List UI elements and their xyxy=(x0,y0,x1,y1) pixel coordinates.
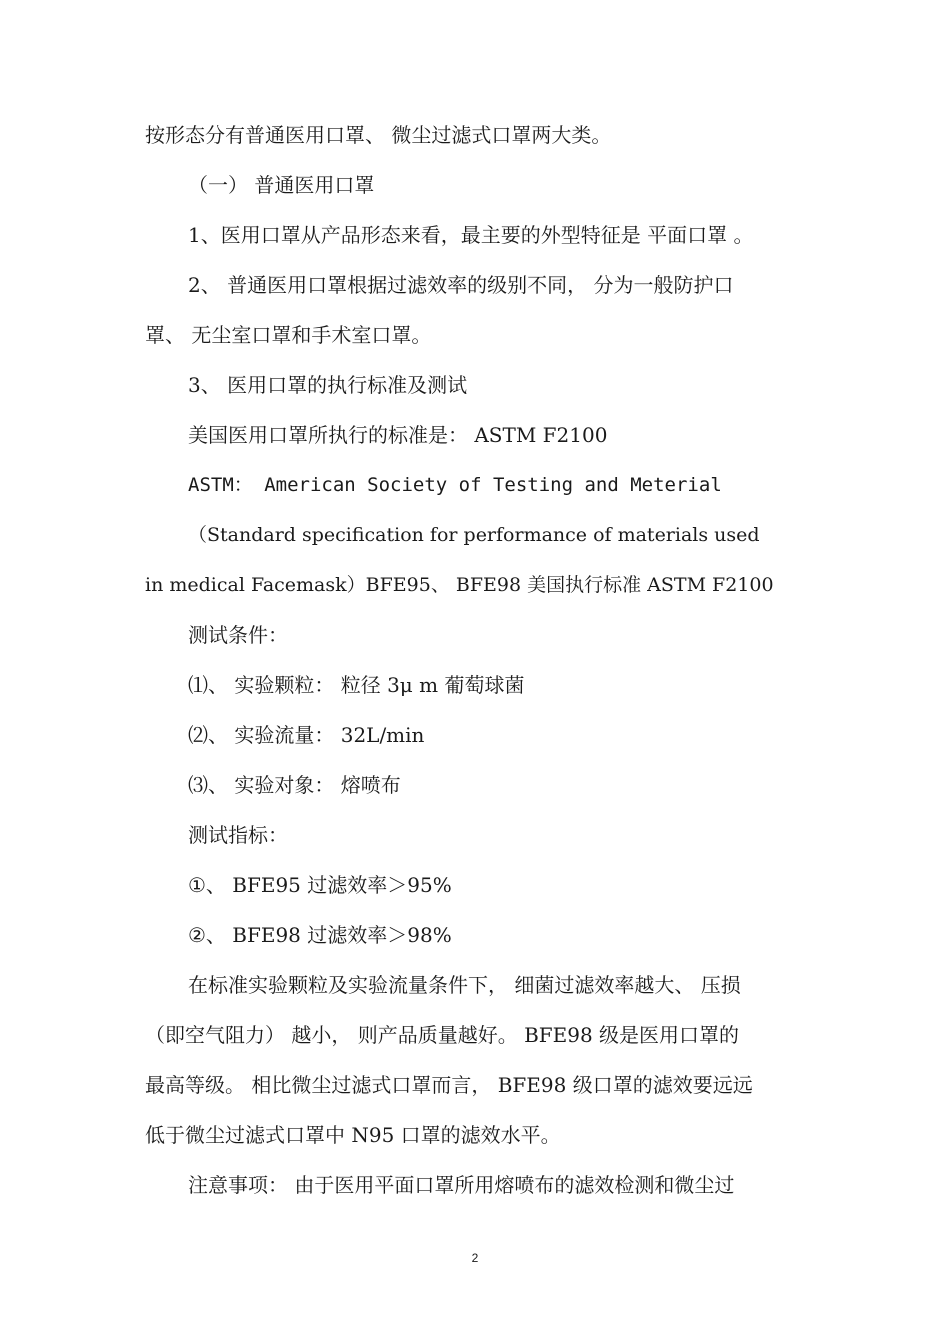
text-line: ASTM： American Society of Testing and Meterial xyxy=(188,474,722,496)
text-line: 最高等级。 相比微尘过滤式口罩而言， BFE98 级口罩的滤效要远远 xyxy=(145,1073,753,1097)
text-line: 3、 医用口罩的执行标准及测试 xyxy=(188,373,468,397)
text-line: in medical Facemask）BFE95、 BFE98 美国执行标准 ASTM F2100 xyxy=(145,574,774,596)
text-line: 1、医用口罩从产品形态来看，最主要的外型特征是 平面口罩 。 xyxy=(188,223,754,247)
text-line: 低于微尘过滤式口罩中 N95 口罩的滤效水平。 xyxy=(145,1123,561,1147)
text-line: ①、 BFE95 过滤效率＞95% xyxy=(188,873,452,897)
text-line: ⑵、 实验流量： 32L/min xyxy=(188,723,425,747)
text-line: 在标准实验颗粒及实验流量条件下， 细菌过滤效率越大、 压损 xyxy=(188,973,741,997)
text-line: ⑶、 实验对象： 熔喷布 xyxy=(188,773,401,797)
page-number: 2 xyxy=(471,1251,479,1265)
text-line: 美国医用口罩所执行的标准是： ASTM F2100 xyxy=(188,423,608,447)
text-line: 测试条件： xyxy=(188,623,288,647)
text-line: 注意事项： 由于医用平面口罩所用熔喷布的滤效检测和微尘过 xyxy=(188,1173,735,1197)
text-line: 2、 普通医用口罩根据过滤效率的级别不同， 分为一般防护口 xyxy=(188,273,734,297)
text-line: 测试指标： xyxy=(188,823,288,847)
text-line: （即空气阻力） 越小， 则产品质量越好。 BFE98 级是医用口罩的 xyxy=(145,1023,740,1047)
text-line: ⑴、 实验颗粒： 粒径 3μ m 葡萄球菌 xyxy=(188,673,525,697)
text-line: 罩、 无尘室口罩和手术室口罩。 xyxy=(145,323,432,347)
text-line: 按形态分有普通医用口罩、 微尘过滤式口罩两大类。 xyxy=(145,123,612,147)
section-heading: （一） 普通医用口罩 xyxy=(188,173,375,197)
text-line: （Standard specification for performance of materials used xyxy=(188,524,760,546)
text-line: ②、 BFE98 过滤效率＞98% xyxy=(188,923,452,947)
